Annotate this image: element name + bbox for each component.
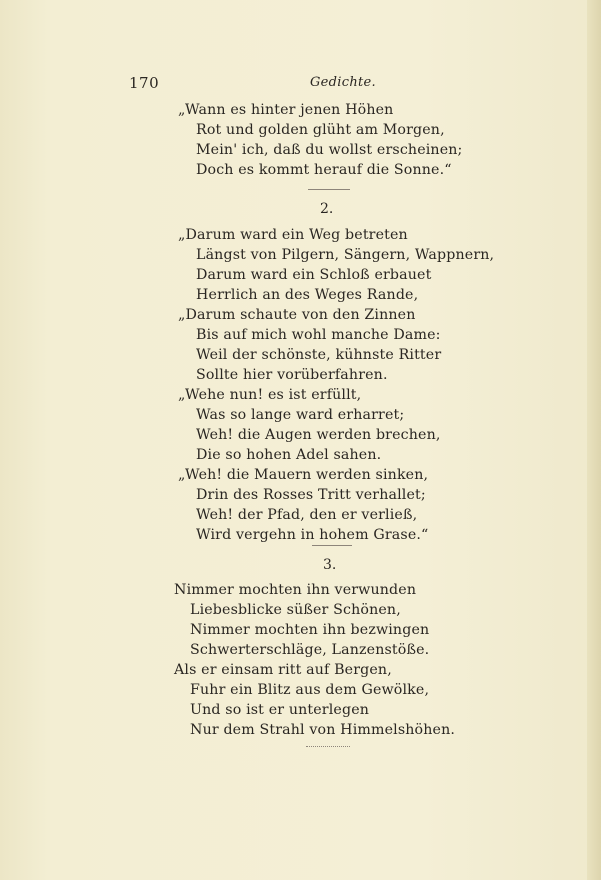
poem-line: Schwerterschläge, Lanzenstöße. xyxy=(190,642,430,658)
running-title: Gedichte. xyxy=(310,75,376,90)
section-number: 2. xyxy=(320,201,334,217)
poem-line: Herrlich an des Weges Rande, xyxy=(196,287,419,303)
poem-line: Als er einsam ritt auf Bergen, xyxy=(174,662,392,678)
page-number: 170 xyxy=(129,74,160,92)
section-rule xyxy=(312,545,352,546)
poem-line: „Wehe nun! es ist erfüllt, xyxy=(178,387,362,403)
poem-line: Weil der schönste, kühnste Ritter xyxy=(196,347,442,363)
poem-line: „Darum ward ein Weg betreten xyxy=(178,227,408,243)
poem-line: Nur dem Strahl von Himmelshöhen. xyxy=(190,722,456,738)
poem-line: Nimmer mochten ihn bezwingen xyxy=(190,622,430,638)
poem-line: Und so ist er unterlegen xyxy=(190,702,370,718)
poem-line: Drin des Rosses Tritt verhallet; xyxy=(196,487,426,503)
poem-line: Längst von Pilgern, Sängern, Wappnern, xyxy=(196,247,495,263)
end-rule xyxy=(306,746,350,747)
poem-line: Was so lange ward erharret; xyxy=(196,407,405,423)
poem-line: Weh! die Augen werden brechen, xyxy=(196,427,441,443)
poem-line: Weh! der Pfad, den er verließ, xyxy=(196,507,418,523)
poem-line: Die so hohen Adel sahen. xyxy=(196,447,382,463)
poem-line: Liebesblicke süßer Schönen, xyxy=(190,602,401,618)
poem-line: „Darum schaute von den Zinnen xyxy=(178,307,416,323)
poem-line: Fuhr ein Blitz aus dem Gewölke, xyxy=(190,682,430,698)
page-header xyxy=(0,74,601,94)
poem-line: „Weh! die Mauern werden sinken, xyxy=(178,467,429,483)
poem-line: Bis auf mich wohl manche Dame: xyxy=(196,327,441,343)
section-number: 3. xyxy=(323,557,337,573)
poem-line: Rot und golden glüht am Morgen, xyxy=(196,122,445,138)
poem-line: Mein' ich, daß du wollst erscheinen; xyxy=(196,142,463,158)
poem-line: Nimmer mochten ihn verwunden xyxy=(174,582,417,598)
poem-line: Doch es kommt herauf die Sonne.“ xyxy=(196,162,452,178)
poem-line: „Wann es hinter jenen Höhen xyxy=(178,102,394,118)
page-edge xyxy=(587,0,601,880)
section-rule xyxy=(308,189,350,190)
poem-line: Wird vergehn in hohem Grase.“ xyxy=(196,527,429,543)
poem-line: Sollte hier vorüberfahren. xyxy=(196,367,388,383)
poem-line: Darum ward ein Schloß erbauet xyxy=(196,267,432,283)
